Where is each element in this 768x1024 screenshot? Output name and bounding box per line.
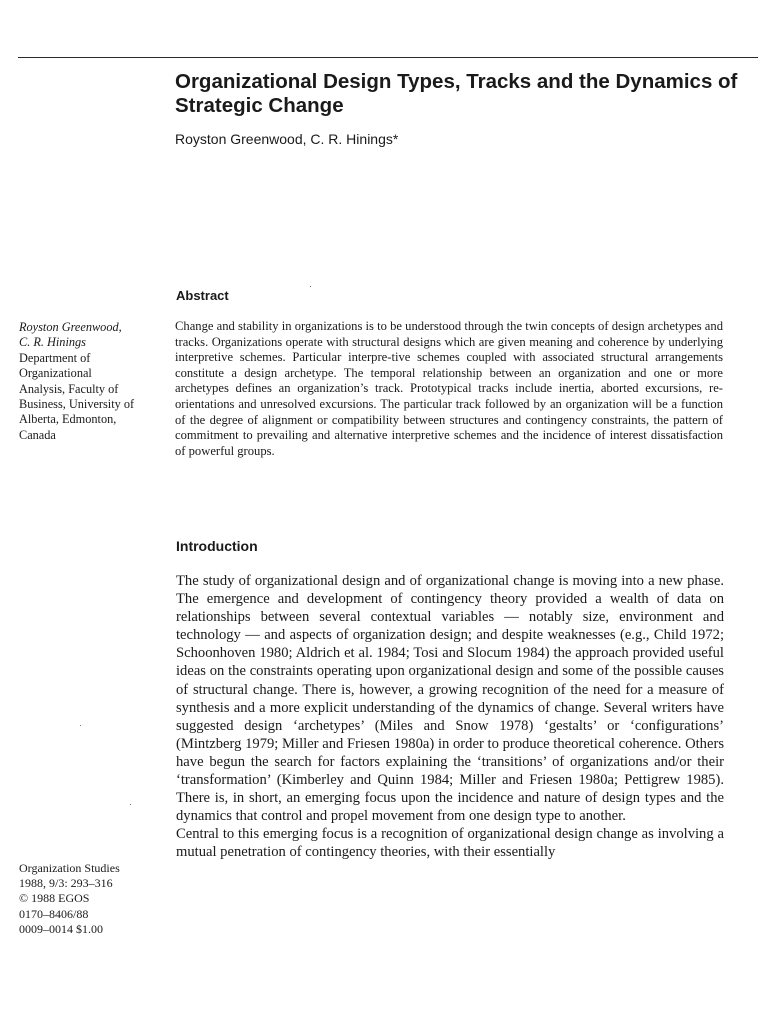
citation-line: © 1988 EGOS	[19, 891, 90, 906]
introduction-paragraph-1: The study of organizational design and of organizational change is moving into a new phase. The emergence and development of contingency theory provided a wealth of data on relationships between several contextual variables — notably size, environment and technology — and aspects of organization design; and despite weaknesses (e.g., Child 1972; Schoonhoven 1980; Aldrich et al. 1984; Tosi and Slocum 1984) the approach provided useful ideas on the constraints operating upon organizational design and some of the possible causes of structural change. There is, however, a growing recognition of the need for a measure of synthesis and a more explicit understanding of the dynamics of change. Several writers have suggested design ‘archetypes’ (Miles and Snow 1978) ‘gestalts’ or ‘configurations’ (Mintzberg 1979; Miller and Friesen 1980a) in order to produce theoretical coherence. Others have begun the search for factors explaining the ‘transitions’ of organizations and/or their ‘transformation’ (Kimberley and Quinn 1984; Miller and Friesen 1980a; Pettigrew 1985). There is, in short, an emerging focus upon the incidence and nature of design types and the dynamics that control and propel movement from one design type to another.	[176, 573, 724, 825]
introduction-heading: Introduction	[176, 538, 258, 554]
top-rule	[18, 57, 758, 58]
affiliation-author-2: C. R. Hinings	[19, 335, 86, 350]
affiliation-line: Department of	[19, 350, 91, 365]
affiliation-line: Canada	[19, 427, 56, 442]
scan-speck	[130, 804, 131, 805]
affiliation-line: Business, University of	[19, 397, 135, 412]
abstract-heading: Abstract	[176, 288, 229, 303]
affiliation-line: Alberta, Edmonton,	[19, 412, 117, 427]
journal-citation	[19, 861, 169, 937]
affiliation-line: Organizational	[19, 366, 92, 381]
abstract-text: Change and stability in organizations is to be understood through the twin concepts of design archetypes and tracks. Organizations operate with structural designs which are given meaning and coherence by underlying interpretive schemes. Particular interpre-tive schemes coupled with associated structural arrangements constitute a design archetype. The temporal relationship between an organization and one or more archetypes defines an organization’s track. Prototypical tracks include inertia, aborted excursions, re-orientations and unresolved excursions. The particular track followed by an organization will be a function of the degree of alignment or compatibility between structures and contingency constraints, the pattern of commitment to prevailing and alternative interpretive schemes and the incidence of interest dissatisfaction of powerful groups.	[175, 319, 723, 458]
author-affiliation	[19, 320, 164, 443]
article-authors: Royston Greenwood, C. R. Hinings*	[175, 131, 399, 147]
citation-line: 0170–8406/88	[19, 906, 89, 921]
citation-line: 1988, 9/3: 293–316	[19, 876, 113, 891]
affiliation-author-1: Royston Greenwood,	[19, 320, 122, 334]
citation-line: 0009–0014 $1.00	[19, 921, 103, 936]
scan-speck	[80, 725, 81, 726]
affiliation-line: Analysis, Faculty of	[19, 381, 119, 396]
article-title: Organizational Design Types, Tracks and the Dynamics of Strategic Change	[175, 70, 738, 117]
scan-speck	[310, 286, 311, 287]
introduction-paragraph-2: Central to this emerging focus is a recognition of organizational design change as involving a mutual penetration of contingency theories, with their essentially	[176, 826, 724, 861]
introduction-body	[176, 572, 724, 862]
citation-line: Organization Studies	[19, 861, 120, 875]
